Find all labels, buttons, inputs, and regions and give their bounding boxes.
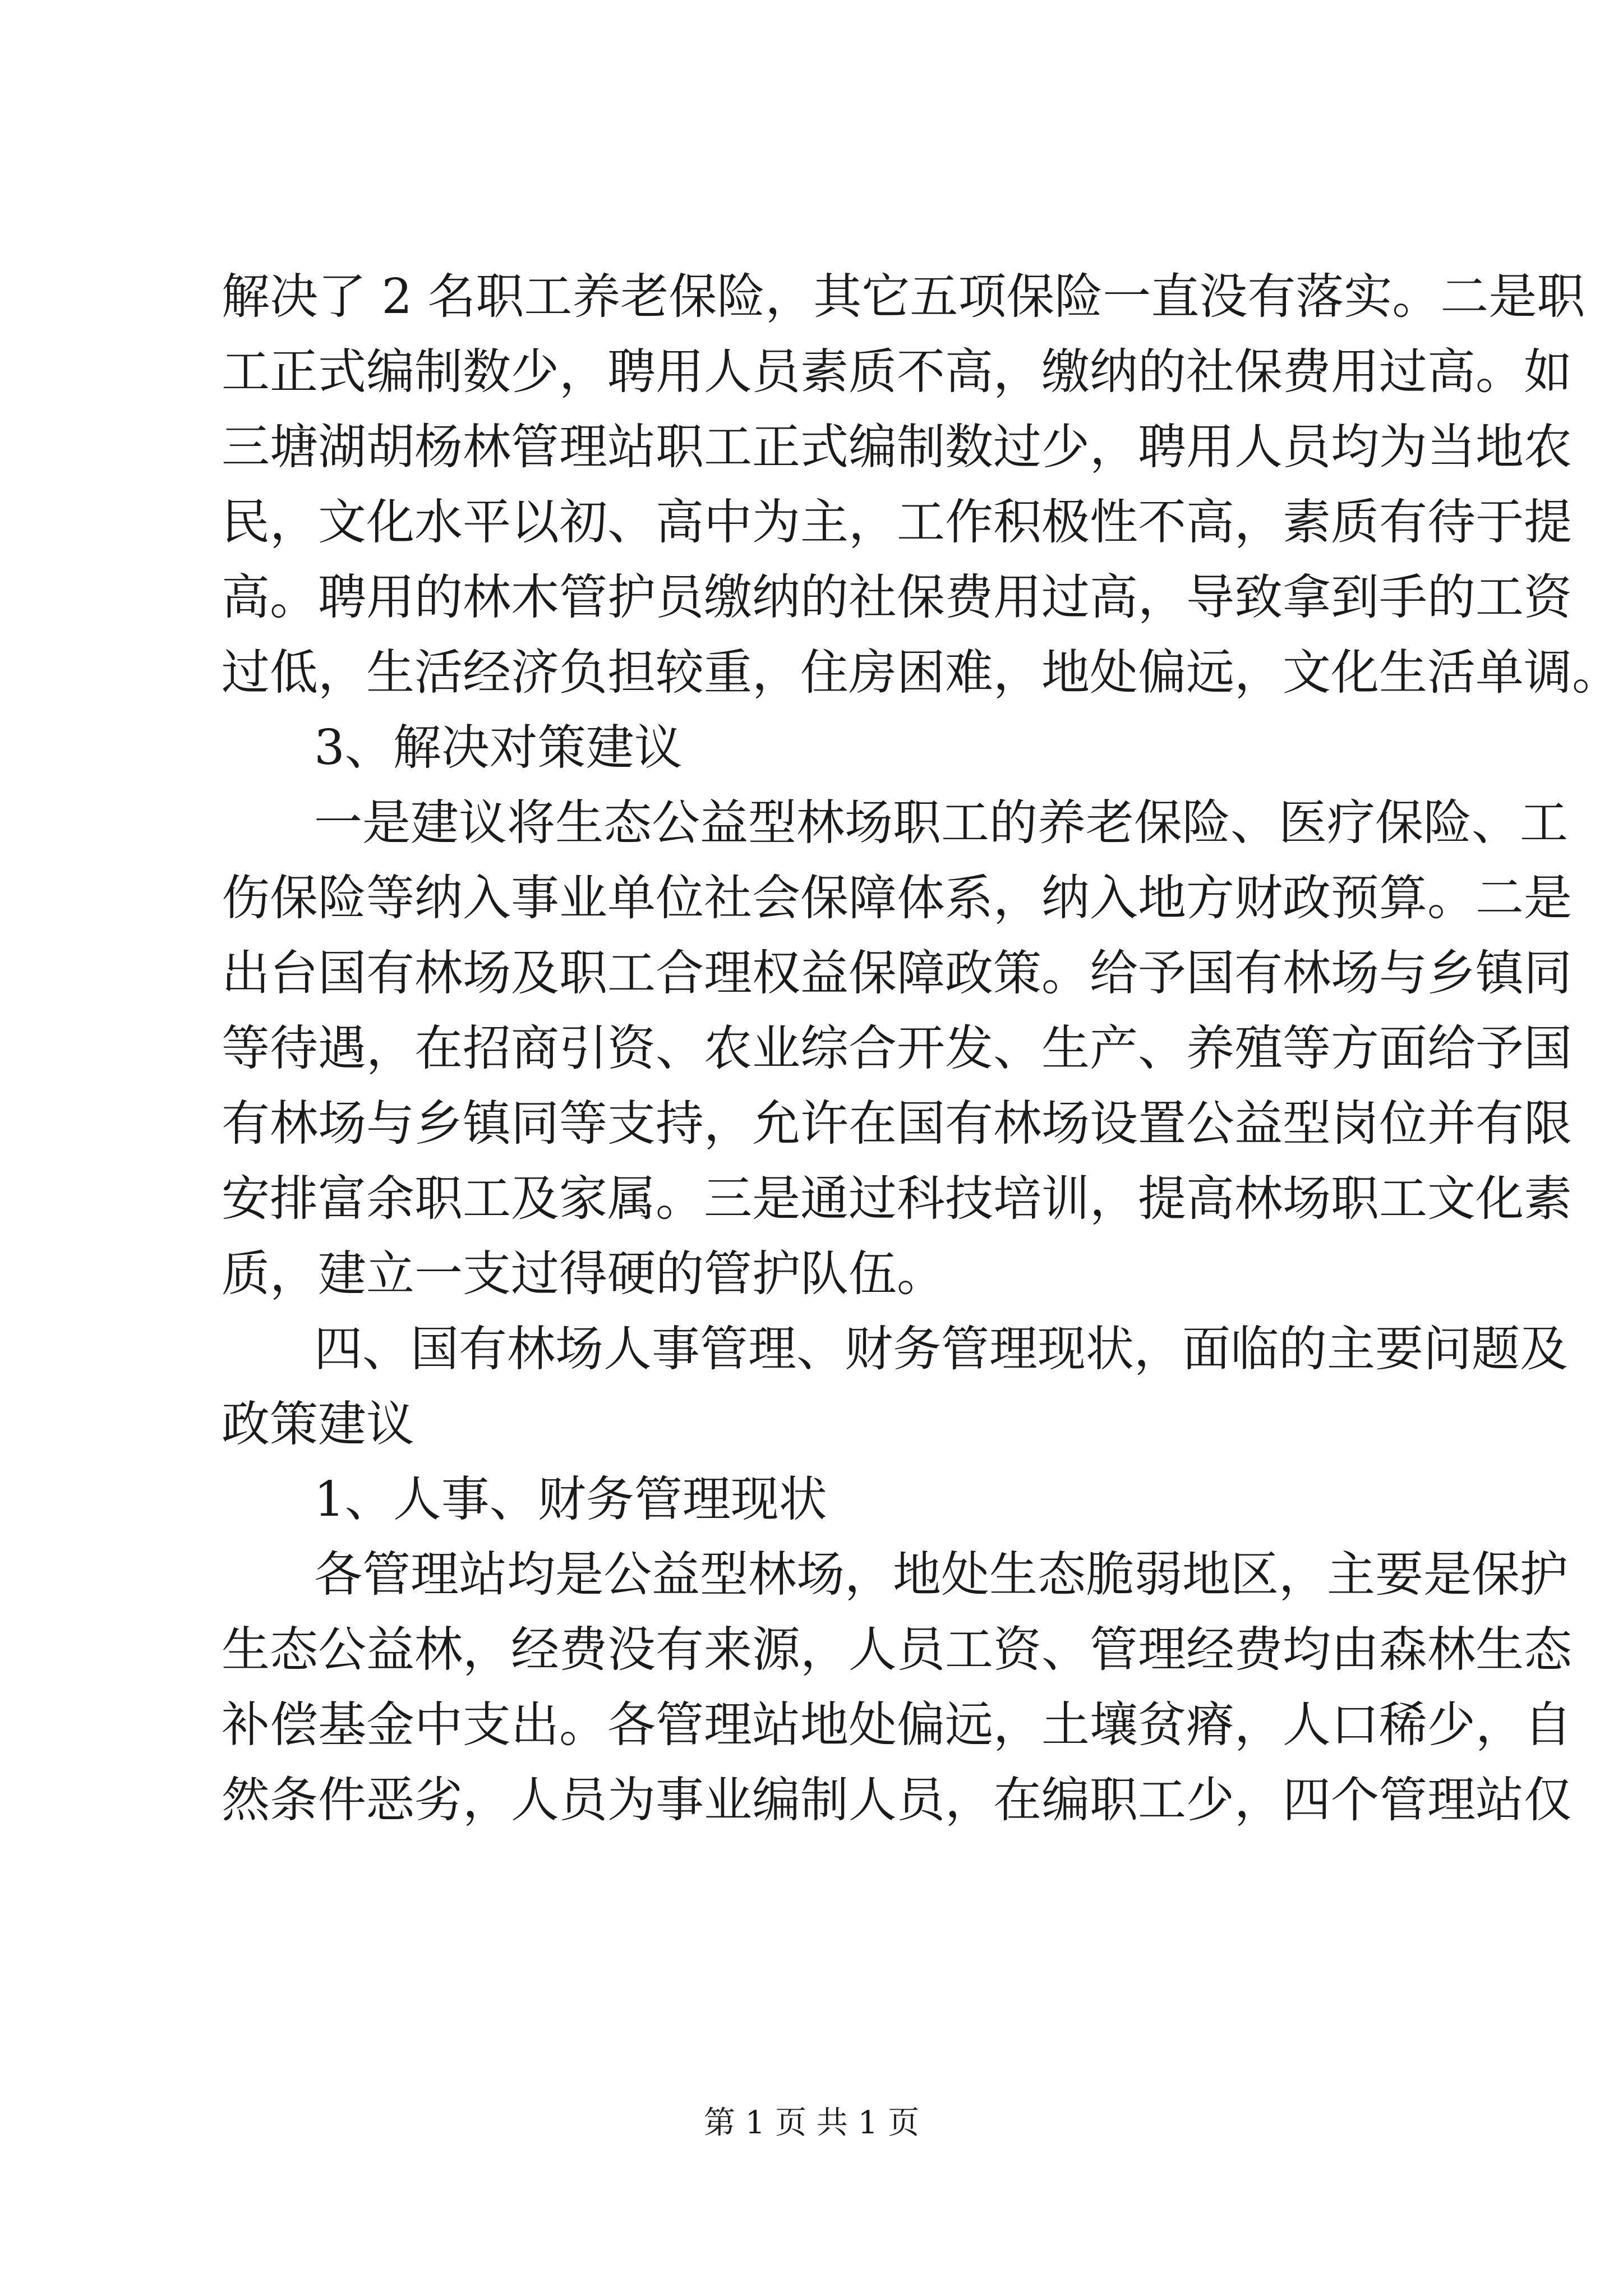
text-line: 有林场与乡镇同等支持，允许在国有林场设置公益型岗位并有限: [222, 1096, 1572, 1152]
section-heading: 1、人事、财务管理现状: [314, 1471, 827, 1527]
text-line: 安排富余职工及家属。三是通过科技培训，提高林场职工文化素: [222, 1171, 1572, 1227]
text-line: 民，文化水平以初、高中为主，工作积极性不高，素质有待于提: [222, 494, 1572, 550]
text-line: 各管理站均是公益型林场，地处生态脆弱地区，主要是保护: [314, 1547, 1568, 1603]
text-line: 过低，生活经济负担较重，住房困难，地处偏远，文化生活单调。: [222, 645, 1620, 701]
text-line: 等待遇，在招商引资、农业综合开发、生产、养殖等方面给予国: [222, 1020, 1572, 1076]
text-line: 一是建议将生态公益型林场职工的养老保险、医疗保险、工: [314, 795, 1568, 851]
section-heading: 四、国有林场人事管理、财务管理现状，面临的主要问题及: [314, 1321, 1568, 1377]
text-line: 生态公益林，经费没有来源，人员工资、管理经费均由森林生态: [222, 1622, 1572, 1678]
section-heading: 政策建议: [222, 1396, 414, 1452]
text-line: 工正式编制数少，聘用人员素质不高，缴纳的社保费用过高。如: [222, 344, 1572, 400]
text-line: 出台国有林场及职工合理权益保障政策。给予国有林场与乡镇同: [222, 945, 1572, 1001]
text-line: 然条件恶劣，人员为事业编制人员，在编职工少，四个管理站仅: [222, 1772, 1572, 1828]
page-footer: [0, 2101, 1623, 2146]
page-number-label: 第 1 页 共 1 页: [703, 2105, 920, 2141]
text-line: 高。聘用的林木管护员缴纳的社保费用过高，导致拿到手的工资: [222, 569, 1572, 625]
text-line: 解决了 2 名职工养老保险，其它五项保险一直没有落实。二是职: [222, 269, 1585, 325]
section-heading: 3、解决对策建议: [314, 720, 683, 776]
text-line: 补偿基金中支出。各管理站地处偏远，土壤贫瘠，人口稀少，自: [222, 1697, 1572, 1753]
document-body: [222, 259, 1620, 1838]
text-line: 质，建立一支过得硬的管护队伍。: [222, 1246, 945, 1302]
text-line: 伤保险等纳入事业单位社会保障体系，纳入地方财政预算。二是: [222, 870, 1572, 926]
text-line: 三塘湖胡杨林管理站职工正式编制数过少，聘用人员均为当地农: [222, 419, 1572, 475]
